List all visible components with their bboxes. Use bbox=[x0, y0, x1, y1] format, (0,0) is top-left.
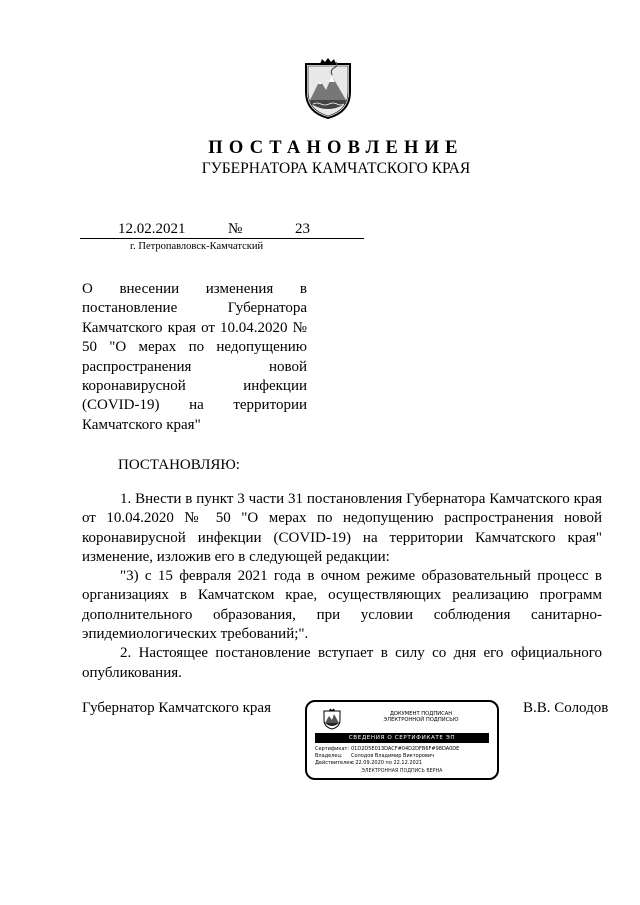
paragraph-1: 1. Внести в пункт 3 части 31 постановления Губернатора Камчатского края от 10.04.2020 № 50 "О мерах по недопущению распространения новой коронавирусной инфекции (COVID-19) на территории Камчатского края" изменение, изложив его в следующей редакции: bbox=[82, 491, 602, 565]
stamp-owner-label: Владелец: bbox=[315, 753, 343, 759]
stamp-valid-value: с 22.09.2020 по 22.12.2021 bbox=[351, 760, 423, 766]
paragraph-3: 2. Настоящее постановление вступает в силу со дня его официального опубликования. bbox=[82, 645, 602, 681]
stamp-cert-label: Сертификат: bbox=[315, 746, 350, 752]
stamp-valid-row bbox=[315, 760, 422, 766]
document-city: г. Петропавловск-Камчатский bbox=[130, 241, 264, 252]
e-signature-stamp bbox=[305, 700, 499, 780]
signature-position: Губернатор Камчатского края bbox=[82, 700, 271, 716]
date-number-underline bbox=[80, 238, 364, 239]
stamp-owner-value: Солодов Владимир Викторович bbox=[351, 753, 435, 759]
number-sign: № bbox=[228, 221, 243, 237]
stamp-logo bbox=[322, 708, 342, 730]
coat-of-arms-emblem bbox=[300, 58, 356, 120]
paragraph-2: "3) с 15 февраля 2021 года в очном режиме образовательный процесс в организациях в Камчатском крае, осуществляющих реализацию программ дополнительного образования, при условии соблюдения санитарно-эпидемиологических требований;". bbox=[82, 568, 602, 643]
emblem-mini-icon bbox=[322, 708, 342, 730]
stamp-header bbox=[351, 711, 491, 723]
stamp-valid-label: Действителен: bbox=[315, 760, 355, 766]
stamp-certificate-bar: СВЕДЕНИЯ О СЕРТИФИКАТЕ ЭП bbox=[315, 733, 489, 743]
document-date: 12.02.2021 bbox=[118, 221, 186, 237]
document-subject: О внесении изменения в постановление Губернатора Камчатского края от 10.04.2020 № 50 "О мерах по недопущению распространения новой коронавирусной инфекции (COVID-19) на территории Камчатского края" bbox=[82, 281, 307, 433]
stamp-cert-row bbox=[315, 746, 459, 752]
kamchatka-coat-of-arms-icon bbox=[300, 58, 356, 120]
document-title: ПОСТАНОВЛЕНИЕ bbox=[208, 138, 464, 158]
decree-word: ПОСТАНОВЛЯЮ: bbox=[118, 457, 240, 473]
stamp-header-line1: ДОКУМЕНТ ПОДПИСАН bbox=[389, 711, 453, 717]
stamp-cert-value: 01D2D5E013DACF#04D2DFB6F#98DA0DE bbox=[351, 746, 460, 752]
document-body bbox=[82, 490, 602, 683]
stamp-header-line2: ЭЛЕКТРОННОЙ ПОДПИСЬЮ bbox=[383, 717, 459, 724]
signature-name: В.В. Солодов bbox=[523, 700, 609, 716]
stamp-footer: ЭЛЕКТРОННАЯ ПОДПИСЬ ВЕРНА bbox=[361, 769, 443, 774]
document-number: 23 bbox=[295, 221, 310, 237]
document-subtitle: ГУБЕРНАТОРА КАМЧАТСКОГО КРАЯ bbox=[201, 160, 471, 177]
stamp-owner-row bbox=[315, 753, 434, 759]
